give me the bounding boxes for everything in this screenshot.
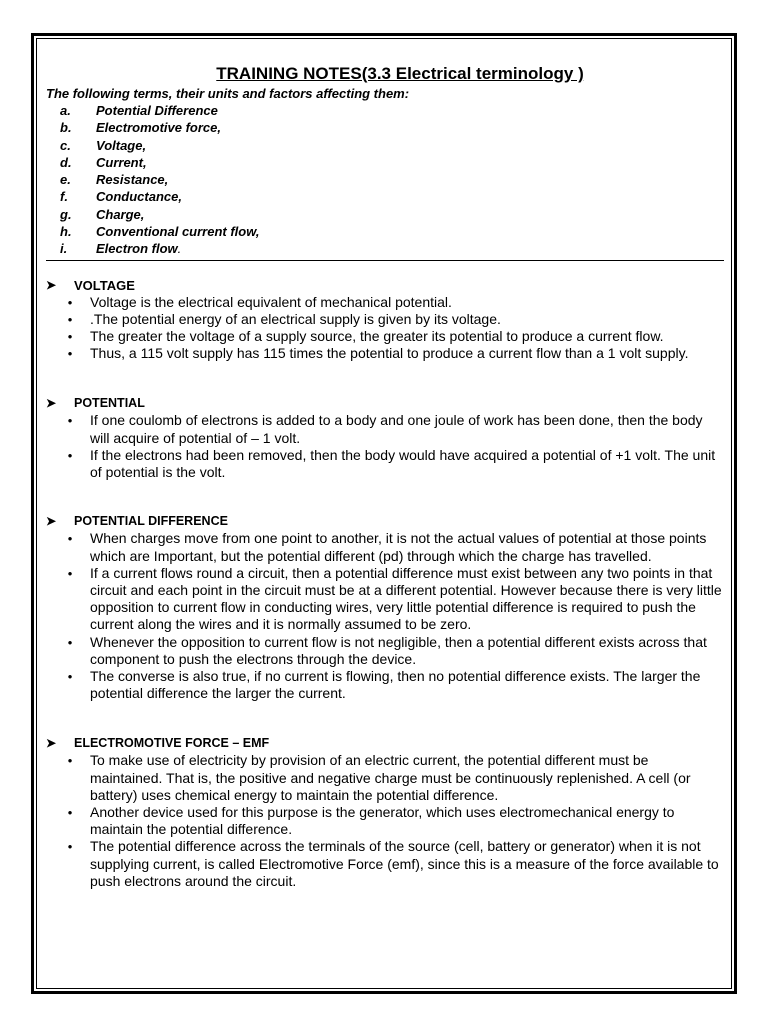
section-heading: [46, 735, 724, 752]
bullet-icon: •: [67, 839, 73, 855]
list-item: [46, 345, 724, 362]
bullet-text: If the electrons had been removed, then the body would have acquired a potential of +1 volt. The unit of potential is the volt.: [90, 446, 716, 481]
section-heading: [46, 277, 724, 294]
bullet-text: .The potential energy of an electrical supply is given by its voltage.: [90, 310, 501, 327]
intro-text: The following terms, their units and factors affecting them:: [46, 86, 410, 101]
bullet-text: If a current flows round a circuit, then a potential difference must exist between any two points in that circuit and each point in the circuit must be at a different potential. However because there is very little opposition to current flow in conducting wires, very little potential difference is required to push the current along the wires and it is normally assumed to be zero.: [90, 564, 722, 633]
term-letter: h.: [60, 224, 72, 240]
bullet-icon: •: [67, 294, 73, 310]
term-letter: a.: [60, 103, 71, 118]
list-item: [46, 838, 724, 890]
term-letter: d.: [60, 154, 72, 170]
bullet-icon: •: [67, 531, 73, 547]
list-item: [46, 565, 724, 634]
bullet-list: [46, 530, 724, 702]
bullet-text: Whenever the opposition to current flow is not negligible, then a potential different exists across that component to push the electrons through the device.: [90, 633, 707, 667]
bullet-list: [46, 752, 724, 890]
list-item: [46, 311, 724, 328]
term-text: Electromotive force,: [96, 120, 221, 136]
bullet-icon: •: [67, 311, 73, 327]
bullet-icon: •: [67, 329, 73, 345]
term-text: Voltage,: [96, 137, 147, 153]
bullet-text: Thus, a 115 volt supply has 115 times the potential to produce a current flow than a 1 volt supply.: [90, 345, 689, 362]
bullet-list: [46, 412, 724, 481]
bullet-text: If one coulomb of electrons is added to a body and one joule of work has been done, then the body will acquire of potential of – 1 volt.: [90, 412, 703, 446]
term-item: [46, 102, 724, 119]
term-letter: g.: [60, 206, 72, 222]
section-potential: [46, 395, 724, 481]
term-letter: f.: [60, 189, 68, 205]
term-item: [46, 137, 724, 154]
section-heading: [46, 513, 724, 530]
bullet-icon: •: [67, 565, 73, 581]
list-item: [46, 530, 724, 564]
bullet-icon: •: [67, 634, 73, 650]
term-item: [46, 240, 724, 257]
term-item: [46, 171, 724, 188]
document-body: [46, 64, 724, 890]
term-text: Conductance,: [96, 189, 182, 205]
term-letter: c.: [60, 137, 71, 153]
bullet-icon: •: [67, 804, 73, 820]
term-text: Resistance,: [96, 172, 169, 188]
bullet-list: [46, 294, 724, 363]
list-item: [46, 668, 724, 702]
term-text: Electron flow: [96, 241, 178, 257]
bullet-icon: •: [67, 346, 73, 362]
term-item: [46, 188, 724, 205]
term-letter: b.: [60, 120, 72, 136]
section-heading-text: VOLTAGE: [74, 277, 135, 293]
arrow-bullet-icon: ➤: [46, 277, 57, 292]
list-item: [46, 412, 724, 446]
section-heading-text: ELECTROMOTIVE FORCE – EMF: [74, 736, 270, 751]
bullet-text: The potential difference across the terminals of the source (cell, battery or generator) when it is not supplying current, is called Electromotive Force (emf), since this is a measure of the force available to push electrons around the circuit.: [90, 838, 719, 889]
term-text: Potential Difference: [96, 103, 218, 118]
list-item: [46, 328, 724, 345]
terms-list: [46, 102, 724, 261]
page-title: TRAINING NOTES(3.3 Electrical terminology ): [216, 64, 584, 83]
term-item: [46, 223, 724, 240]
term-item: [46, 154, 724, 171]
term-text: Current,: [96, 154, 147, 170]
term-letter: e.: [60, 172, 71, 188]
section-heading: [46, 395, 724, 412]
section-heading-text: POTENTIAL: [74, 396, 145, 411]
list-item: [46, 634, 724, 668]
bullet-icon: •: [67, 413, 73, 429]
list-item: [46, 294, 724, 311]
bullet-icon: •: [67, 753, 73, 769]
term-text: Conventional current flow,: [96, 224, 260, 240]
bullet-text: When charges move from one point to another, it is not the actual values of potential at those points which are Important, but the potential different (pd) through which the charge has travelled.: [90, 530, 707, 564]
section-emf: [46, 735, 724, 890]
bullet-text: Voltage is the electrical equivalent of mechanical potential.: [90, 293, 452, 310]
bullet-text: Another device used for this purpose is the generator, which uses electromechanical energy to maintain the potential difference.: [90, 803, 675, 838]
list-item: [46, 804, 724, 838]
term-tail: .: [177, 241, 182, 257]
bullet-icon: •: [67, 668, 73, 684]
bullet-text: The converse is also true, if no current is flowing, then no potential difference exists. The larger the potential difference the larger the current.: [90, 667, 701, 702]
term-letter: i.: [60, 241, 68, 257]
bullet-icon: •: [67, 447, 73, 463]
section-voltage: [46, 277, 724, 363]
arrow-bullet-icon: ➤: [46, 736, 57, 751]
bullet-text: To make use of electricity by provision of an electric current, the potential different must be maintained. That is, the positive and negative charge must be continuously replenished. A cell (or battery) uses chemical energy to maintain the potential difference.: [90, 752, 691, 803]
list-item: [46, 752, 724, 804]
section-potential-difference: [46, 513, 724, 702]
term-item: [46, 119, 724, 136]
bullet-text: The greater the voltage of a supply source, the greater its potential to produce a current flow.: [90, 328, 664, 345]
list-item: [46, 447, 724, 481]
term-item: [46, 206, 724, 223]
arrow-bullet-icon: ➤: [46, 514, 57, 529]
arrow-bullet-icon: ➤: [46, 396, 57, 411]
section-heading-text: POTENTIAL DIFFERENCE: [74, 514, 228, 529]
term-text: Charge,: [96, 206, 145, 222]
